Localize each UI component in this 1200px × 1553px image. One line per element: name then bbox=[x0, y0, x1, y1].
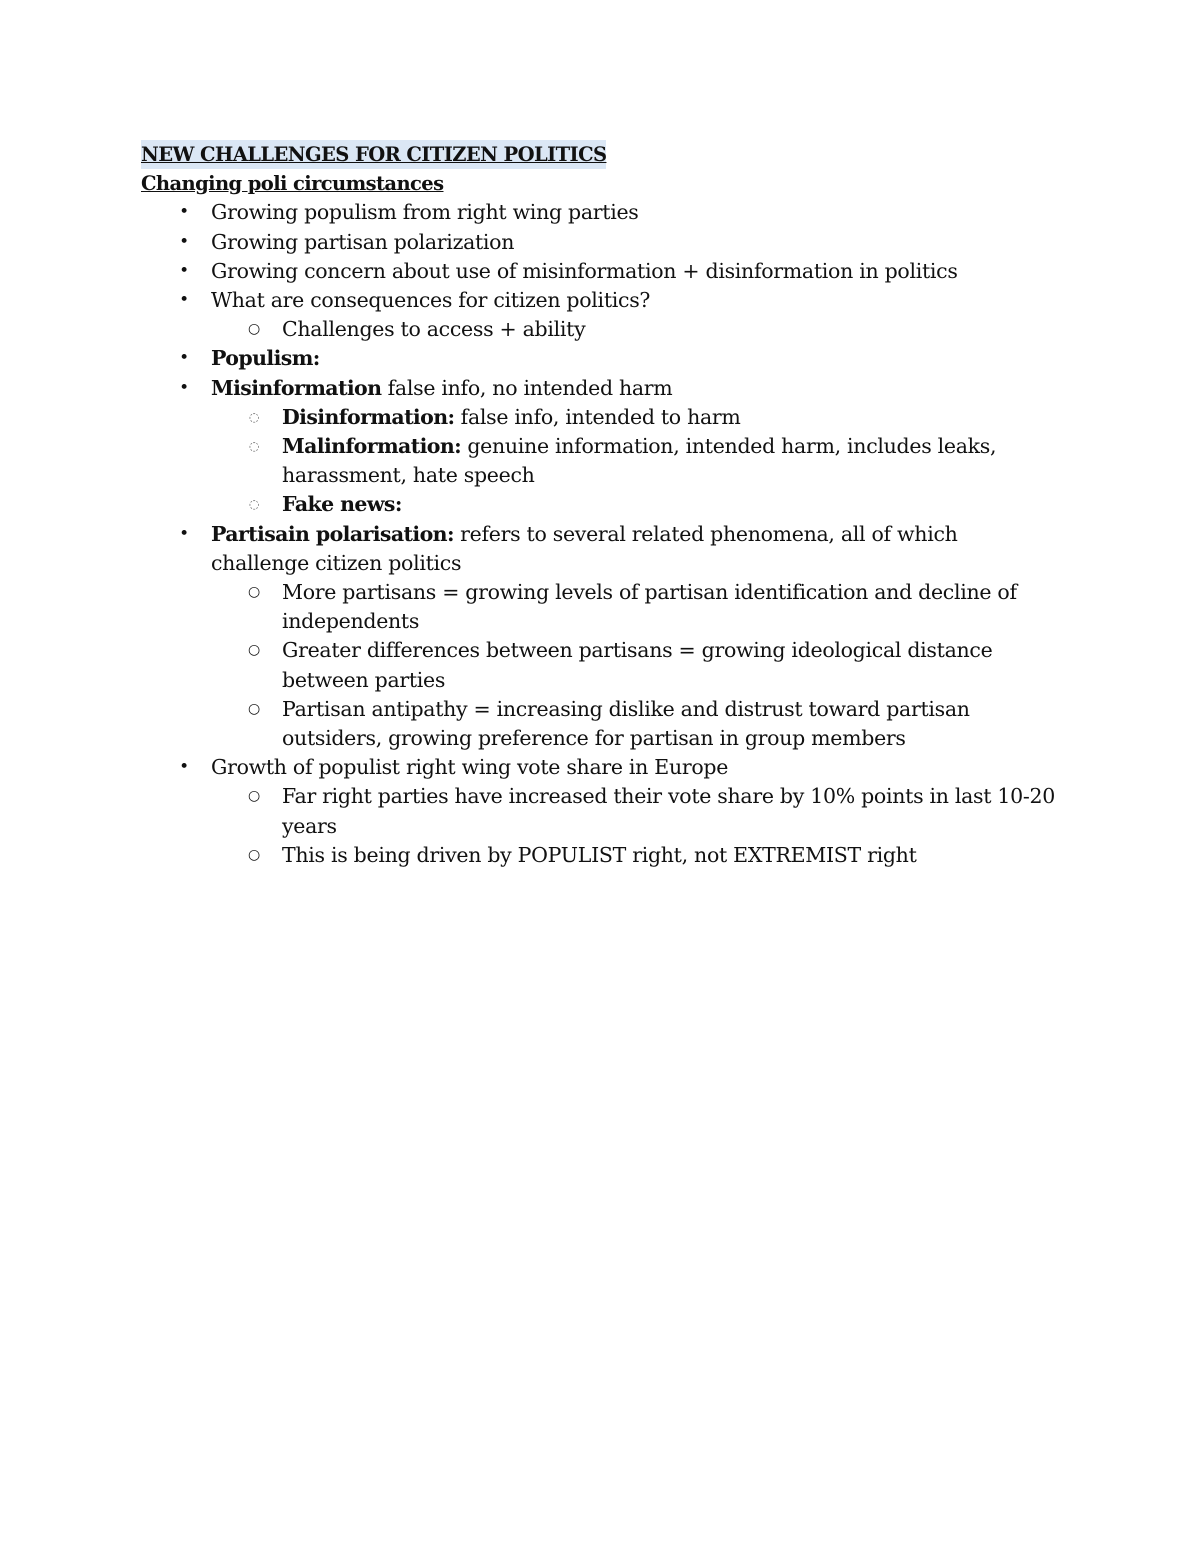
term-populism: Populism: bbox=[211, 346, 320, 371]
sub-list bbox=[211, 315, 1061, 344]
term-misinformation: Misinformation bbox=[211, 375, 382, 400]
bullet-icon: • bbox=[179, 231, 189, 252]
sub-list bbox=[211, 782, 1061, 870]
sub-list-item bbox=[248, 315, 1061, 344]
sub-list-item-text: Partisan antipathy = increasing dislike and distrust toward partisan outsiders, growing preference for partisan in group members bbox=[282, 696, 970, 751]
list-item bbox=[179, 228, 1061, 257]
document-content bbox=[141, 140, 1061, 870]
list-item bbox=[179, 257, 1061, 286]
bullet-icon: • bbox=[179, 260, 189, 281]
dotted-bullet-icon: ◌ bbox=[248, 439, 260, 454]
list-item bbox=[179, 520, 1061, 754]
term-disinformation: Disinformation: bbox=[282, 404, 455, 429]
list-item bbox=[179, 344, 1061, 373]
term-fake-news: Fake news: bbox=[282, 492, 402, 517]
hollow-bullet-icon: ○ bbox=[248, 584, 260, 601]
sub-list-item bbox=[248, 490, 1061, 519]
dotted-bullet-icon: ◌ bbox=[248, 409, 260, 424]
hollow-bullet-icon: ○ bbox=[248, 321, 260, 338]
bullet-icon: • bbox=[179, 757, 189, 778]
term-partisan-polarisation: Partisain polarisation: bbox=[211, 521, 454, 546]
list-item bbox=[179, 286, 1061, 344]
sub-list-item bbox=[248, 432, 1061, 490]
sub-list-item bbox=[248, 636, 1061, 694]
list-item-text: Growing concern about use of misinformation + disinformation in politics bbox=[211, 258, 958, 283]
bullet-list bbox=[141, 198, 1061, 870]
sub-list bbox=[211, 578, 1061, 753]
hollow-bullet-icon: ○ bbox=[248, 700, 260, 717]
sub-list-item bbox=[248, 782, 1061, 840]
bullet-icon: • bbox=[179, 202, 189, 223]
sub-list-item-text: genuine information, intended harm, includes leaks, harassment, hate speech bbox=[282, 434, 997, 488]
hollow-bullet-icon: ○ bbox=[248, 846, 260, 863]
sub-list-item bbox=[248, 841, 1061, 870]
section-heading: Changing poli circumstances bbox=[141, 172, 444, 196]
sub-list-item-text: false info, intended to harm bbox=[454, 404, 741, 429]
document-title: NEW CHALLENGES FOR CITIZEN POLITICS bbox=[141, 140, 606, 169]
list-item bbox=[179, 198, 1061, 227]
list-item-text: Growing partisan polarization bbox=[211, 229, 515, 254]
bullet-icon: • bbox=[179, 290, 189, 311]
list-item-text: refers to several related phenomena, all of which challenge citizen politics bbox=[211, 521, 958, 575]
list-item bbox=[179, 374, 1061, 520]
sub-list-item bbox=[248, 403, 1061, 432]
list-item-text: Growth of populist right wing vote share in Europe bbox=[211, 755, 729, 780]
list-item bbox=[179, 753, 1061, 870]
term-malinformation: Malinformation: bbox=[282, 434, 462, 459]
bullet-icon: • bbox=[179, 523, 189, 544]
sub-list-item bbox=[248, 578, 1061, 636]
sub-list-item-text: Greater differences between partisans = growing ideological distance between parties bbox=[282, 638, 993, 692]
bullet-icon: • bbox=[179, 348, 189, 369]
sub-list-item-text: More partisans = growing levels of partisan identification and decline of independents bbox=[282, 580, 1017, 634]
sub-list bbox=[211, 403, 1061, 520]
bullet-icon: • bbox=[179, 377, 189, 398]
list-item-text: Growing populism from right wing parties bbox=[211, 200, 639, 225]
list-item-text: false info, no intended harm bbox=[381, 375, 673, 400]
hollow-bullet-icon: ○ bbox=[248, 642, 260, 659]
hollow-bullet-icon: ○ bbox=[248, 788, 260, 805]
sub-list-item-text: Challenges to access + ability bbox=[282, 317, 586, 342]
sub-list-item-text: This is being driven by POPULIST right, not EXTREMIST right bbox=[282, 842, 917, 867]
sub-list-item bbox=[248, 695, 1061, 753]
dotted-bullet-icon: ◌ bbox=[248, 497, 260, 512]
sub-list-item-text: Far right parties have increased their vote share by 10% points in last 10-20 years bbox=[282, 784, 1056, 838]
list-item-text: What are consequences for citizen politics? bbox=[211, 288, 651, 313]
